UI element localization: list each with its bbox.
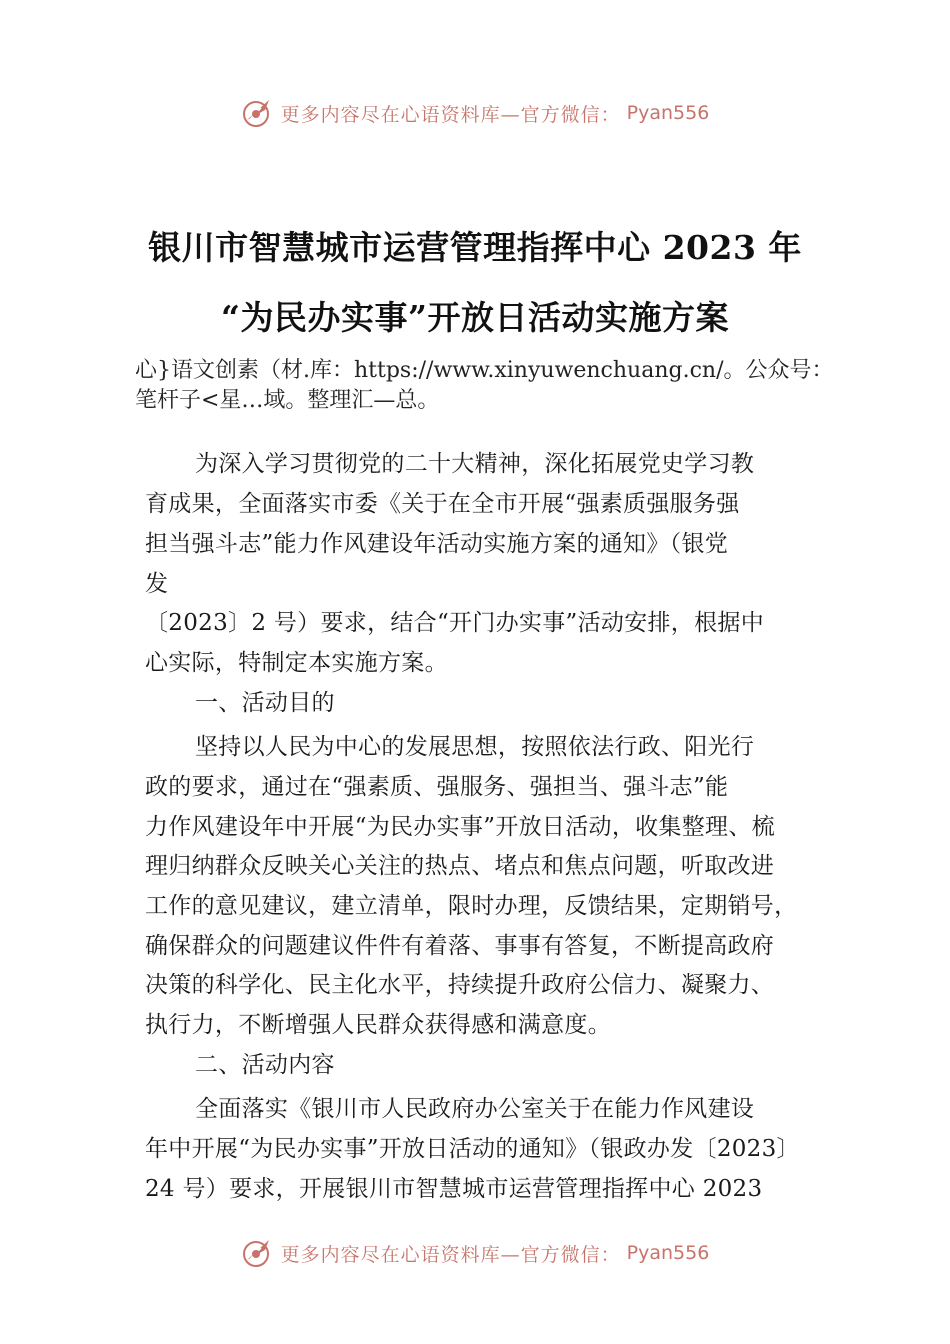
body-line: 政的要求，通过在“强素质、强服务、强担当、强斗志”能 (145, 774, 729, 800)
section-heading: 一、活动目的 (195, 690, 335, 716)
body-line: 理归纳群众反映关心关注的热点、堵点和焦点问题，听取改进 (145, 853, 775, 879)
body-line: 工作的意见建议，建立清单，限时办理，反馈结果，定期销号， (145, 893, 798, 919)
body-line: 坚持以人民为中心的发展思想，按照依法行政、阳光行 (195, 734, 755, 760)
footer-watermark (0, 1233, 950, 1273)
body-line: 24 号）要求，开展银川市智慧城市运营管理指挥中心 2023 (145, 1176, 763, 1202)
source-note: 心}语文创素（材.库：https://www.xinyuwenchuang.cn/。公众号：笔杆子<星…域。整理汇—总。 (135, 358, 834, 413)
body-line: 执行力，不断增强人民群众获得感和满意度。 (145, 1012, 611, 1038)
body-line: 年中开展“为民办实事”开放日活动的通知》（银政办发〔2023〕 (145, 1136, 800, 1162)
body-line: 为深入学习贯彻党的二十大精神，深化拓展党史学习教 (195, 451, 755, 477)
body-line: 育成果，全面落实市委《关于在全市开展“强素质强服务强 (145, 491, 740, 517)
watermark-wechat-id: Pyan556 (626, 1242, 710, 1264)
body-line: 全面落实《银川市人民政府办公室关于在能力作风建设 (195, 1096, 755, 1122)
header-watermark (0, 93, 950, 133)
document-title-line-1: 银川市智慧城市运营管理指挥中心 2023 年 (148, 228, 802, 267)
document-title-line-2: “为民办实事”开放日活动实施方案 (221, 298, 729, 337)
body-line: 力作风建设年中开展“为民办实事”开放日活动，收集整理、梳 (145, 814, 775, 840)
body-line: 心实际，特制定本实施方案。 (145, 650, 448, 676)
quill-logo-icon (241, 1236, 275, 1270)
watermark-wechat-id: Pyan556 (626, 102, 710, 124)
watermark-text: 更多内容尽在心语资料库—官方微信： (280, 103, 621, 126)
quill-logo-icon (241, 96, 275, 130)
body-line: 确保群众的问题建议件件有着落、事事有答复，不断提高政府 (145, 933, 775, 959)
body-line: 决策的科学化、民主化水平，持续提升政府公信力、凝聚力、 (145, 972, 775, 998)
body-line: 〔2023〕2 号）要求，结合“开门办实事”活动安排，根据中 (145, 610, 764, 636)
watermark-text: 更多内容尽在心语资料库—官方微信： (280, 1243, 621, 1266)
body-line: 发 (145, 571, 169, 597)
body-line: 担当强斗志”能力作风建设年活动实施方案的通知》（银党 (145, 531, 729, 557)
section-heading: 二、活动内容 (195, 1052, 335, 1078)
